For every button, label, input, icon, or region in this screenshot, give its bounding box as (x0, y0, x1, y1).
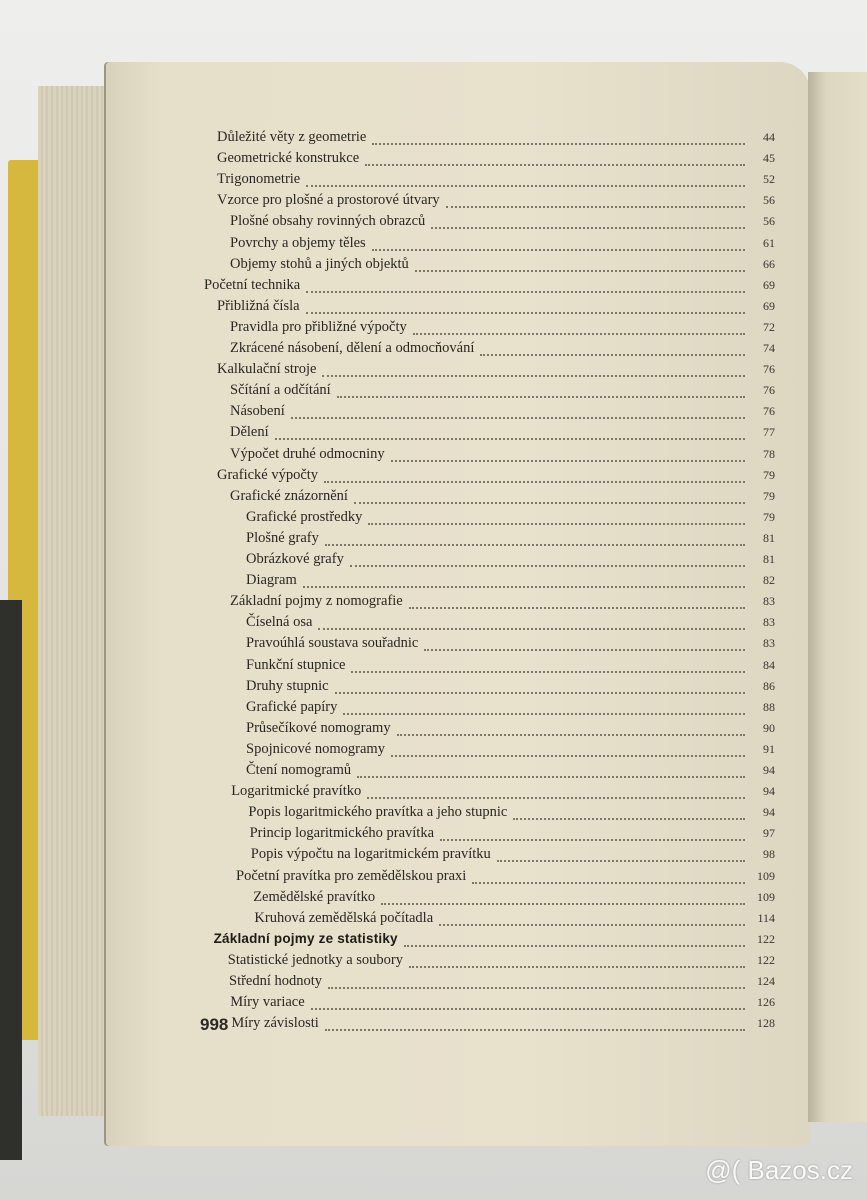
toc-entry-page: 122 (757, 952, 775, 967)
toc-entry-label: Grafické výpočty (217, 466, 319, 483)
toc-entry-label: Početní technika (204, 276, 301, 293)
toc-entry-page: 109 (757, 868, 775, 883)
toc-entry-label: Kalkulační stroje (217, 361, 317, 378)
toc-entry-page: 69 (763, 277, 775, 292)
toc-entry-label: Čtení nomogramů (246, 762, 352, 778)
toc-entry-page: 79 (763, 509, 775, 524)
toc-entry-label: Diagram (246, 572, 297, 589)
toc-entry-label: Vzorce pro plošné a prostorové útvary (217, 192, 440, 209)
toc-entry-page: 69 (763, 298, 775, 313)
toc-dot-leader (325, 1007, 745, 1031)
toc-entry-page: 83 (763, 594, 775, 609)
toc-entry-page: 45 (763, 151, 775, 166)
toc-entry-page: 90 (763, 720, 775, 735)
toc-entry-label: Plošné obsahy rovinných obrazců (230, 213, 426, 230)
toc-entry-label: Dělení (230, 424, 269, 441)
toc-entry-page: 82 (763, 573, 775, 588)
toc-entry-page: 88 (763, 699, 775, 714)
toc-entry (0, 1012, 867, 1034)
toc-entry-label: Obrázkové grafy (246, 551, 344, 567)
toc-entry-page: 109 (757, 889, 775, 904)
toc-entry-label: Povrchy a objemy těles (230, 234, 366, 251)
toc-entry-label: Základní pojmy z nomografie (230, 593, 403, 610)
toc-entry-label: Funkční stupnice (246, 656, 346, 673)
toc-entry-page: 77 (763, 425, 775, 440)
toc-entry-page: 98 (763, 847, 775, 862)
toc-entry-page: 84 (763, 657, 775, 672)
toc-entry-page: 83 (763, 615, 775, 630)
toc-entry-page: 128 (757, 1016, 775, 1031)
toc-entry-page: 86 (763, 678, 775, 693)
toc-entry-label: Grafické papíry (246, 698, 338, 715)
toc-entry-label: Grafické znázornění (230, 487, 348, 504)
toc-entry-page: 66 (763, 256, 775, 271)
toc-entry-label: Zkrácené násobení, dělení a odmocňování (230, 340, 475, 356)
toc-entry-label: Výpočet druhé odmocniny (230, 445, 385, 462)
toc-entry-label: Míry závislosti (231, 1015, 319, 1032)
toc-entry-page: 81 (763, 552, 775, 566)
toc-entry-label: Průsečíkové nomogramy (246, 719, 391, 736)
toc-entry-label: Geometrické konstrukce (217, 150, 360, 167)
toc-entry-label: Násobení (230, 403, 285, 420)
toc-entry-label: Pravidla pro přibližné výpočty (230, 318, 407, 335)
toc-entry-label: Plošné grafy (246, 529, 319, 546)
toc-entry-page: 78 (763, 446, 775, 461)
toc-entry-page: 81 (763, 530, 775, 545)
toc-entry-label: Spojnicové nomogramy (246, 740, 385, 757)
toc-entry-label: Početní pravítka pro zemědělskou praxi (236, 867, 467, 884)
toc-entry-label: Základní pojmy ze statistiky (213, 930, 398, 946)
toc-entry-label: Míry variace (230, 994, 305, 1011)
toc-entry-page: 124 (757, 974, 775, 988)
toc-entry-label: Statistické jednotky a soubory (227, 951, 403, 968)
toc-entry-label: Popis logaritmického pravítka a jeho stupnic (248, 804, 508, 821)
toc-entry-label: Sčítání a odčítání (230, 382, 331, 399)
toc-entry-page: 76 (763, 383, 775, 398)
toc-entry-label: Grafické prostředky (246, 508, 363, 525)
toc-entry-page: 76 (763, 404, 775, 419)
toc-entry-label: Důležité věty z geometrie (217, 129, 367, 145)
toc-entry-page: 94 (763, 784, 775, 799)
toc-entry-label: Číselná osa (246, 614, 313, 631)
toc-entry-label: Druhy stupnic (246, 677, 329, 694)
page-number: 998 (200, 1015, 229, 1034)
watermark-logo: @( Bazos.cz (705, 1155, 853, 1185)
toc-entry-page: 79 (763, 467, 775, 482)
toc-entry-label: Střední hodnoty (229, 973, 323, 989)
toc-entry-page: 94 (763, 763, 775, 777)
toc-entry-page: 126 (757, 995, 775, 1010)
toc-entry-page: 91 (763, 741, 775, 756)
toc-entry-page: 72 (763, 319, 775, 334)
toc-entry-page: 83 (763, 636, 775, 651)
toc-entry-page: 94 (763, 805, 775, 820)
toc-entry-page: 122 (757, 931, 775, 946)
toc-entry-page: 52 (763, 172, 775, 187)
toc-entry-page: 79 (763, 488, 775, 503)
toc-entry-page: 76 (763, 362, 775, 377)
toc-entry-page: 56 (763, 214, 775, 229)
toc-entry-label: Popis výpočtu na logaritmickém pravítku (250, 846, 491, 863)
toc-entry-label: Pravoúhlá soustava souřadnic (246, 635, 419, 652)
toc-entry-label: Kruhová zemědělská počítadla (254, 909, 434, 926)
toc-entry-label: Logaritmické pravítko (231, 783, 362, 800)
toc-entry-label: Přibližná čísla (217, 297, 300, 314)
toc-entry-page: 61 (763, 235, 775, 250)
toc-entry-page: 74 (763, 341, 775, 355)
toc-entry-page: 114 (757, 910, 775, 925)
toc-entry-label: Objemy stohů a jiných objektů (230, 255, 409, 272)
toc-entry-label: Trigonometrie (217, 171, 301, 188)
toc-entry-page: 97 (763, 826, 775, 841)
toc-entry-page: 56 (763, 193, 775, 208)
toc-entry-page: 44 (763, 130, 775, 144)
toc-entry-label: Princip logaritmického pravítka (249, 825, 435, 842)
toc-entry-label: Zemědělské pravítko (253, 888, 376, 905)
